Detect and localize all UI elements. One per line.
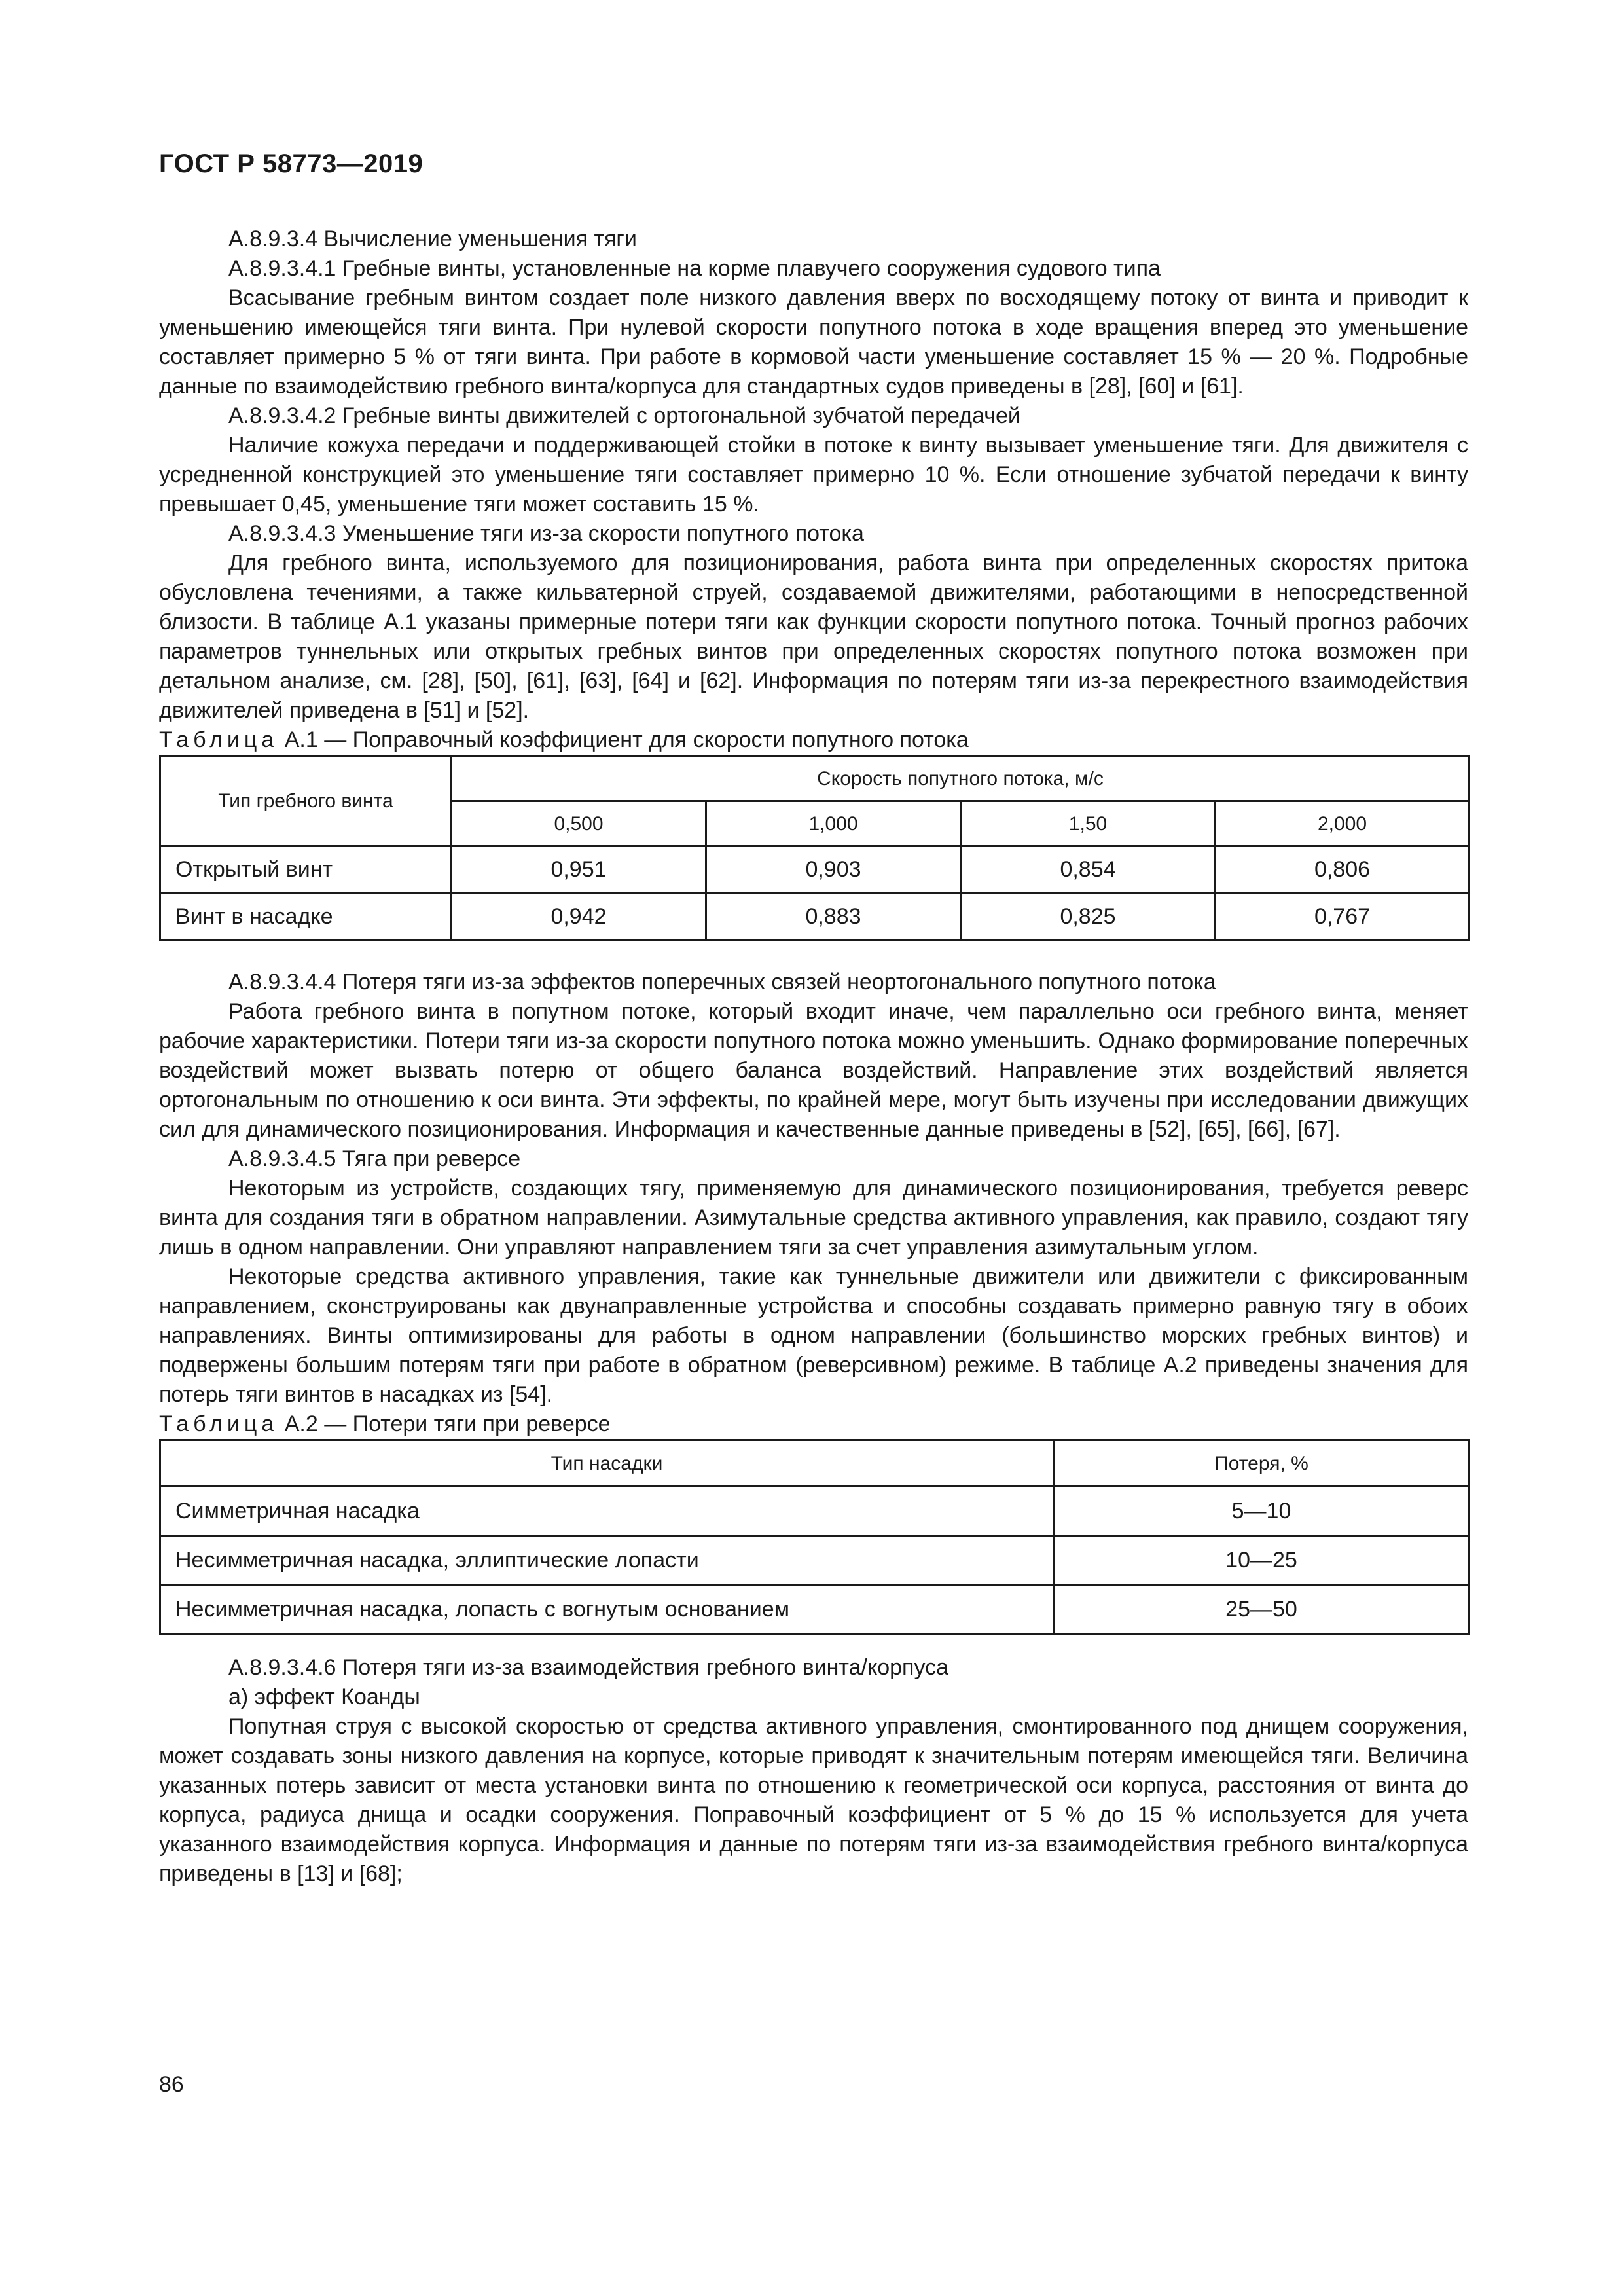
table2-header-type: Тип насадки: [160, 1440, 1054, 1487]
table2-header-row: [160, 1440, 1470, 1487]
paragraph: Для гребного винта, используемого для позиционирования, работа винта при определенных скоростях притока обусловлена течениями, а также кильватерной струей, создаваемой движителями, работающими в непосредственной близости. В таблице А.1 указаны примерные потери тяги как функции скорости попутного потока. Точный прогноз рабочих параметров туннельных или открытых гребных винтов при определенных скоростях попутного потока возможен при детальном анализе, см. [28], [50], [61], [63], [64] и [62]. Информация по потерям тяги из-за перекрестного взаимодействия движителей приведена в [51] и [52].: [159, 551, 1468, 723]
table1-value-cell: 0,883: [706, 894, 961, 941]
table1-value-cell: 0,825: [961, 894, 1216, 941]
table2-loss-cell: 25—50: [1054, 1585, 1470, 1634]
table1-caption: [159, 725, 1468, 755]
table1-row-label: Открытый винт: [160, 847, 452, 894]
table2: [159, 1439, 1470, 1635]
paragraph: Некоторым из устройств, создающих тягу, применяемую для динамического позиционирования, требуется реверс винта для создания тяги в обратном направлении. Азимутальные средства активного управления, как правило, создают тягу лишь в одном направлении. Они управляют направлением тяги за счет управления азимутальным углом.: [159, 1176, 1468, 1260]
table1: [159, 755, 1470, 941]
table-row: [160, 1487, 1470, 1536]
table2-container: [159, 1439, 1468, 1635]
subsection-heading: А.8.9.3.4.3 Уменьшение тяги из-за скорости попутного потока: [228, 521, 864, 546]
table1-header-row: [160, 756, 1470, 801]
list-item: а) эффект Коанды: [228, 1685, 420, 1709]
page-number: 86: [159, 2072, 184, 2097]
table2-row-label: Симметричная насадка: [160, 1487, 1054, 1536]
table2-row-label: Несимметричная насадка, лопасть с вогнутым основанием: [160, 1585, 1054, 1634]
subsection-heading: А.8.9.3.4.5 Тяга при реверсе: [228, 1146, 521, 1171]
table1-value-cell: 0,854: [961, 847, 1216, 894]
table1-value-cell: 0,806: [1216, 847, 1470, 894]
table1-value-cell: 0,903: [706, 847, 961, 894]
paragraph: Некоторые средства активного управления, такие как туннельные движители или движители с фиксированным направлением, сконструированы как двунаправленные устройства и способны создавать примерно равную тягу в обоих направлениях. Винты оптимизированы для работы в одном направлении (большинство морских гребных винтов) и подвержены большим потерям тяги при работе в обратном (реверсивном) режиме. В таблице А.2 приведены значения для потерь тяги винтов в насадках из [54].: [159, 1264, 1468, 1407]
table2-caption-label: Таблица: [159, 1412, 279, 1436]
table2-loss-cell: 5—10: [1054, 1487, 1470, 1536]
paragraph: Наличие кожуха передачи и поддерживающей стойки в потоке к винту вызывает уменьшение тяги. Для движителя с усредненной конструкцией это уменьшение тяги составляет примерно 10 %. Если отношение зубчатой передачи к винту превышает 0,45, уменьшение тяги может составить 15 %.: [159, 433, 1468, 517]
subsection-heading: А.8.9.3.4.2 Гребные винты движителей с ортогональной зубчатой передачей: [228, 403, 1020, 428]
section-heading: А.8.9.3.4 Вычисление уменьшения тяги: [228, 227, 637, 251]
subsection-heading: А.8.9.3.4.1 Гребные винты, установленные на корме плавучего сооружения судового типа: [228, 256, 1161, 281]
table1-container: [159, 755, 1468, 941]
table1-value-cell: 0,951: [452, 847, 706, 894]
paragraph: Работа гребного винта в попутном потоке, который входит иначе, чем параллельно оси гребного винта, меняет рабочие характеристики. Потери тяги из-за скорости попутного потока можно уменьшить. Однако формирование поперечных воздействий может вызвать потерю от общего баланса воздействий. Направление этих воздействий является ортогональным по отношению к оси винта. Эти эффекты, по крайней мере, могут быть изучены при исследовании движущих сил для динамического позиционирования. Информация и качественные данные приведены в [52], [65], [66], [67].: [159, 999, 1468, 1142]
subsection-heading: А.8.9.3.4.6 Потеря тяги из-за взаимодействия гребного винта/корпуса: [228, 1655, 948, 1680]
table2-caption: [159, 1410, 1468, 1439]
table1-row-label: Винт в насадке: [160, 894, 452, 941]
table2-caption-text: А.2 — Потери тяги при реверсе: [278, 1412, 611, 1436]
table1-caption-label: Таблица: [159, 727, 279, 752]
table1-value-cell: 0,767: [1216, 894, 1470, 941]
document-header: ГОСТ Р 58773—2019: [159, 149, 424, 178]
table1-value-cell: 0,942: [452, 894, 706, 941]
table1-speed-cell: 1,000: [706, 801, 961, 847]
table-row: [160, 1585, 1470, 1634]
table1-speed-cell: 0,500: [452, 801, 706, 847]
table1-speed-cell: 1,50: [961, 801, 1216, 847]
table2-header-loss: Потеря, %: [1054, 1440, 1470, 1487]
page-content: [159, 225, 1468, 1889]
table2-loss-cell: 10—25: [1054, 1536, 1470, 1585]
table1-header-speed: Скорость попутного потока, м/с: [452, 756, 1470, 801]
subsection-heading: А.8.9.3.4.4 Потеря тяги из-за эффектов поперечных связей неортогонального попутного потока: [228, 970, 1216, 994]
table-row: [160, 894, 1470, 941]
table1-speed-cell: 2,000: [1216, 801, 1470, 847]
paragraph: Попутная струя с высокой скоростью от средства активного управления, смонтированного под днищем сооружения, может создавать зоны низкого давления на корпусе, которые приводят к значительным потерям имеющейся тяги. Величина указанных потерь зависит от места установки винта по отношению к геометрической оси корпуса, расстояния от винта до корпуса, радиуса днища и осадки сооружения. Поправочный коэффициент от 5 % до 15 % используется для учета указанного взаимодействия корпуса. Информация и данные по потерям тяги из-за взаимодействия гребного винта/корпуса приведены в [13] и [68];: [159, 1714, 1468, 1886]
table1-caption-text: А.1 — Поправочный коэффициент для скорости попутного потока: [278, 727, 969, 752]
table2-row-label: Несимметричная насадка, эллиптические лопасти: [160, 1536, 1054, 1585]
table1-header-type: Тип гребного винта: [160, 756, 452, 847]
table-row: [160, 1536, 1470, 1585]
table-row: [160, 847, 1470, 894]
paragraph: Всасывание гребным винтом создает поле низкого давления вверх по восходящему потоку от винта и приводит к уменьшению имеющейся тяги винта. При нулевой скорости попутного потока в ходе вращения вперед это уменьшение составляет примерно 5 % от тяги винта. При работе в кормовой части уменьшение составляет 15 % — 20 %. Подробные данные по взаимодействию гребного винта/корпуса для стандартных судов приведены в [28], [60] и [61].: [159, 285, 1468, 399]
